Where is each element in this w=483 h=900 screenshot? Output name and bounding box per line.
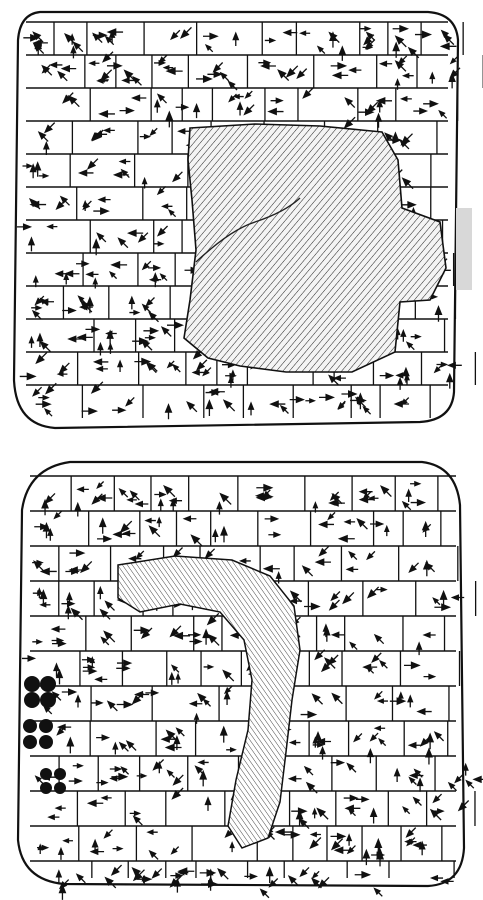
cuneiform-wedge <box>465 779 475 789</box>
cuneiform-wedge <box>373 887 384 898</box>
tablet-obverse-edge-gray <box>456 208 472 290</box>
tablet-obverse <box>14 12 483 428</box>
tablet-reverse <box>18 462 483 900</box>
cuneiform-wedge <box>259 888 270 899</box>
cuneiform-wedge <box>474 777 483 782</box>
